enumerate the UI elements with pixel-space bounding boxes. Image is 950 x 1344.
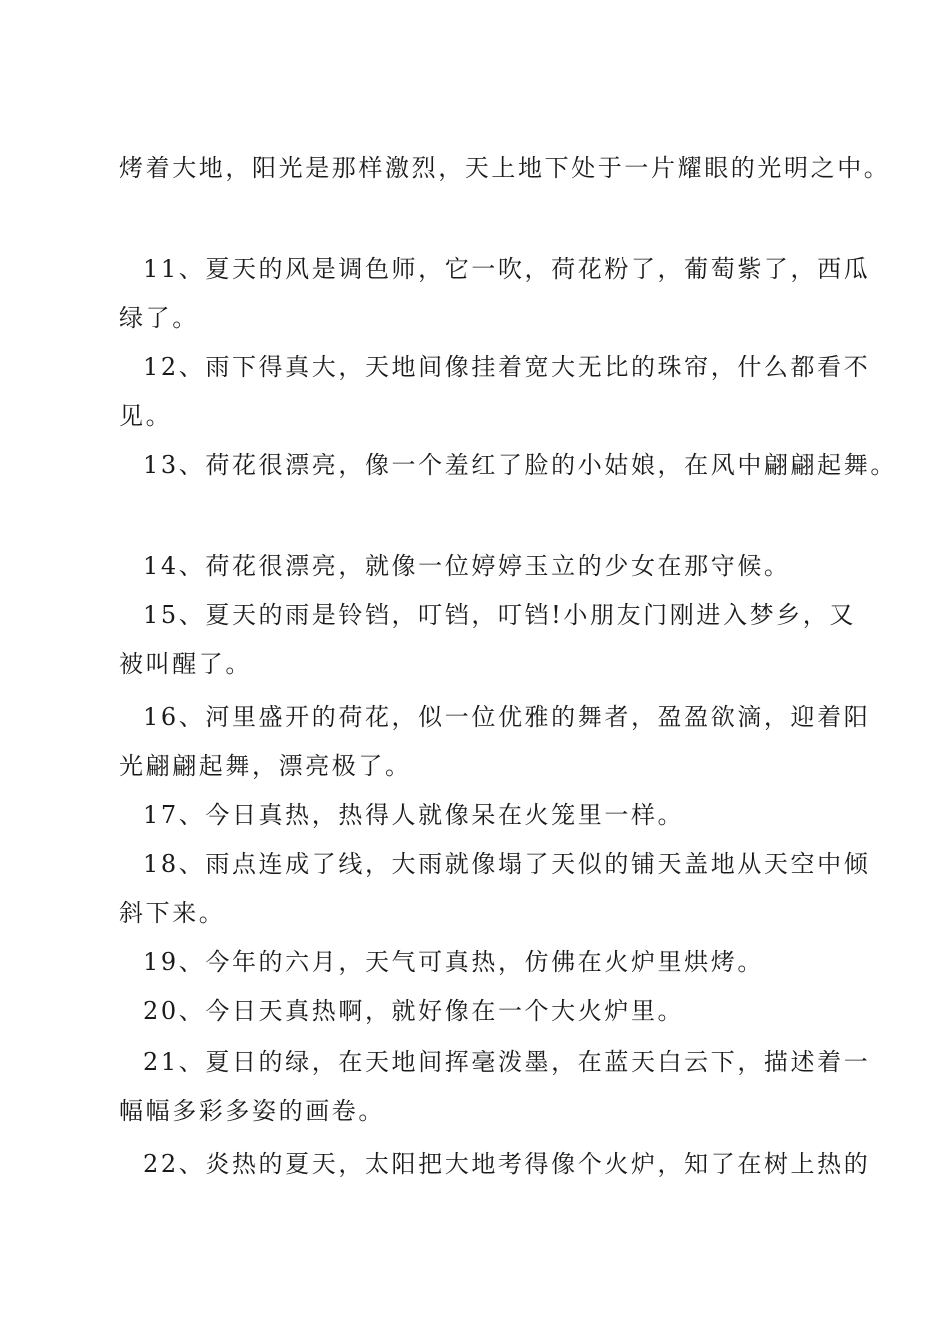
text-line: 烤着大地，阳光是那样激烈，天上地下处于一片耀眼的光明之中。: [119, 154, 891, 182]
text-line: 幅幅多彩多姿的画卷。: [119, 1097, 385, 1125]
text-line: 22、炎热的夏天，太阳把大地考得像个火炉，知了在树上热的: [143, 1150, 871, 1178]
text-line: 14、荷花很漂亮，就像一位婷婷玉立的少女在那守候。: [143, 552, 791, 580]
text-line: 13、荷花很漂亮，像一个羞红了脸的小姑娘，在风中翩翩起舞。: [143, 451, 897, 479]
text-line: 见。: [119, 402, 173, 430]
text-line: 20、今日天真热啊，就好像在一个大火炉里。: [143, 997, 685, 1025]
text-line: 19、今年的六月，天气可真热，仿佛在火炉里烘烤。: [143, 948, 764, 976]
text-line: 15、夏天的雨是铃铛，叮铛，叮铛!小朋友门刚进入梦乡，又: [143, 601, 856, 629]
text-line: 被叫醒了。: [119, 650, 252, 678]
text-line: 11、夏天的风是调色师，它一吹，荷花粉了，葡萄紫了，西瓜: [143, 255, 871, 283]
text-line: 18、雨点连成了线，大雨就像塌了天似的铺天盖地从天空中倾: [143, 850, 871, 878]
text-line: 17、今日真热，热得人就像呆在火笼里一样。: [143, 801, 685, 829]
text-line: 绿了。: [119, 304, 199, 332]
text-line: 斜下来。: [119, 899, 226, 927]
text-line: 光翩翩起舞，漂亮极了。: [119, 752, 412, 780]
text-line: 16、河里盛开的荷花，似一位优雅的舞者，盈盈欲滴，迎着阳: [143, 703, 871, 731]
text-line: 21、夏日的绿，在天地间挥毫泼墨，在蓝天白云下，描述着一: [143, 1048, 871, 1076]
text-line: 12、雨下得真大，天地间像挂着宽大无比的珠帘，什么都看不: [143, 353, 871, 381]
